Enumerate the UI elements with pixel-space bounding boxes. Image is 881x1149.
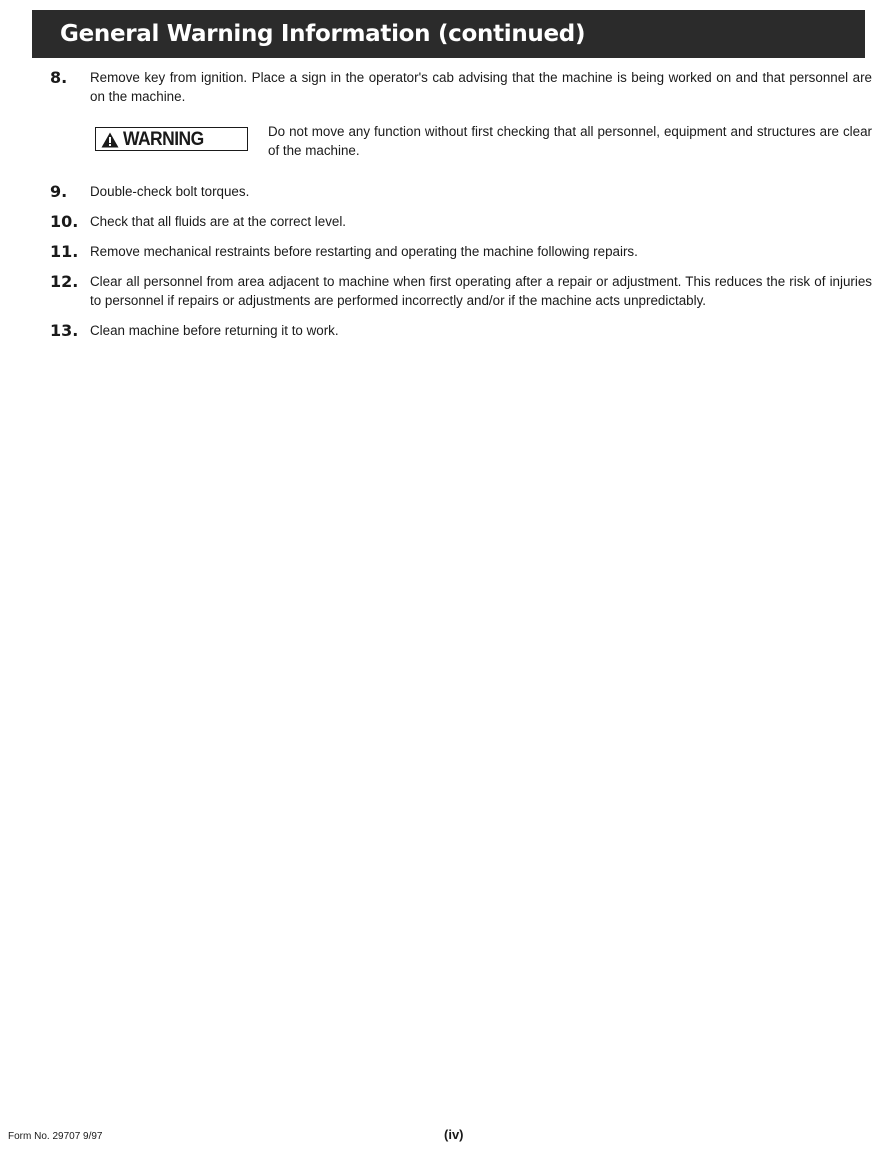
section-header-bar [32,10,865,58]
item-number: 9. [50,182,68,201]
list-item [50,68,872,106]
form-number: Form No. 29707 9/97 [8,1131,103,1142]
item-number: 11. [50,242,79,261]
page-number: (iv) [444,1127,464,1142]
item-text: Clean machine before returning it to work. [90,323,339,338]
list-item [50,182,872,201]
list-item [50,242,872,261]
instruction-list [50,68,872,340]
item-text: Clear all personnel from area adjacent to machine when first operating after a repair or adjustment. This reduces the risk of injuries to personnel if repairs or adjustments are performed incorrectly and/or if the machine acts unpredictably. [90,274,872,308]
item-text: Check that all fluids are at the correct level. [90,214,347,229]
list-item [50,321,872,340]
item-number: 13. [50,321,79,340]
item-number: 8. [50,68,68,87]
item-text: Remove mechanical restraints before restarting and operating the machine following repairs. [90,244,638,259]
warning-callout [95,122,872,160]
warning-badge [95,127,248,151]
item-number: 12. [50,272,79,291]
warning-text: Do not move any function without first checking that all personnel, equipment and structures are clear of the machine. [268,124,872,158]
item-number: 10. [50,212,79,231]
item-text: Remove key from ignition. Place a sign in the operator's cab advising that the machine is being worked on and that personnel are on the machine. [90,70,872,104]
section-title: General Warning Information (continued) [60,21,586,47]
item-text: Double-check bolt torques. [90,184,250,199]
list-item [50,212,872,231]
warning-label: WARNING [123,128,204,150]
list-item [50,272,872,310]
warning-triangle-icon [101,132,119,148]
